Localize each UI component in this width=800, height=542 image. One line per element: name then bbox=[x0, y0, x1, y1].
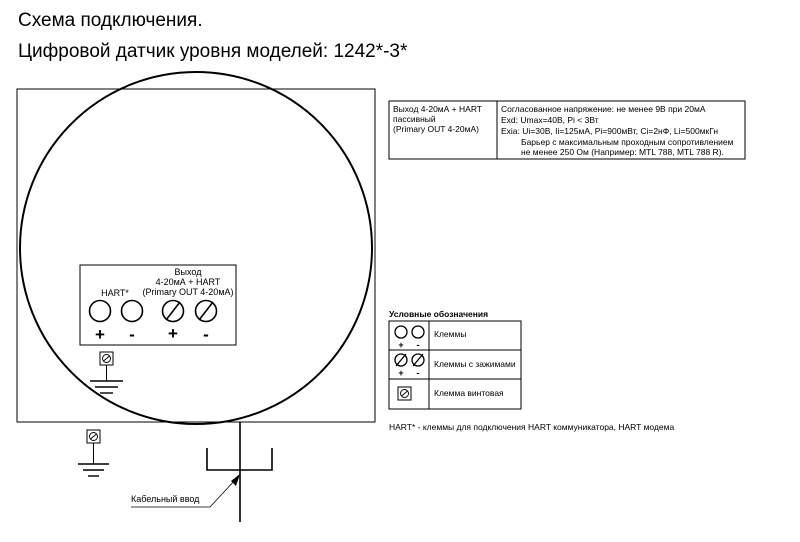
legend-row3-label: Клемма винтовая bbox=[434, 388, 504, 398]
spec-left-line3: (Primary OUT 4-20мА) bbox=[393, 124, 479, 134]
legend-terminal-minus-icon bbox=[412, 326, 424, 338]
spec-right-line5: не менее 250 Ом (Например: MTL 788, MTL 788 R). bbox=[521, 147, 724, 157]
legend-row2-minus: - bbox=[416, 368, 420, 378]
spec-left-line1: Выход 4-20мА + HART bbox=[393, 104, 482, 114]
output-label-line3: (Primary OUT 4-20мА) bbox=[142, 287, 234, 297]
sign-hart-plus: + bbox=[95, 325, 105, 344]
sign-output-minus: - bbox=[203, 325, 209, 344]
cable-entry-gland bbox=[207, 422, 272, 522]
spec-right-line2: Exd: Umax=40В, Pi < 3Вт bbox=[501, 115, 599, 125]
outer-ground-screw-icon bbox=[87, 430, 100, 443]
sign-output-plus: + bbox=[168, 324, 178, 343]
cable-entry-label: Кабельный ввод bbox=[131, 494, 200, 504]
page-title-line1: Схема подключения. bbox=[18, 10, 203, 31]
legend-clamp-plus-icon bbox=[395, 354, 407, 366]
page-title-line2: Цифровой датчик уровня моделей: 1242*-3* bbox=[18, 41, 408, 62]
output-label-line2: 4-20мА + HART bbox=[155, 277, 221, 287]
hart-label: HART* bbox=[101, 288, 129, 298]
inner-ground-symbol-icon bbox=[90, 365, 123, 393]
legend-title: Условные обозначения bbox=[389, 309, 489, 319]
legend-row1-plus: + bbox=[398, 340, 404, 350]
outer-ground-symbol-icon bbox=[78, 443, 109, 476]
legend-row1-label: Клеммы bbox=[434, 329, 467, 339]
spec-right-line1: Согласованное напряжение: не менее 9В при 20мА bbox=[501, 104, 706, 114]
legend-row1-minus: - bbox=[416, 340, 420, 350]
spec-right-line4: Барьер с максимальным проходным сопротивлением bbox=[521, 137, 734, 147]
output-label-line1: Выход bbox=[174, 267, 202, 277]
spec-right-line3: Exia: Ui=30В, Ii=125мА, Pi=900мВт, Ci=2нФ, Li=500мкГн bbox=[501, 126, 719, 136]
legend-clamp-minus-icon bbox=[412, 354, 424, 366]
footnote: HART* - клеммы для подключения HART коммуникатора, HART модема bbox=[389, 422, 675, 432]
legend-row2-plus: + bbox=[398, 368, 404, 378]
spec-left-line2: пассивный bbox=[393, 114, 436, 124]
sign-hart-minus: - bbox=[129, 325, 135, 344]
legend-row2-label: Клеммы с зажимами bbox=[434, 359, 516, 369]
legend-terminal-plus-icon bbox=[395, 326, 407, 338]
sensor-head-circle bbox=[20, 72, 372, 424]
legend-screw-terminal-icon bbox=[398, 387, 411, 400]
inner-ground-screw-icon bbox=[100, 352, 113, 365]
